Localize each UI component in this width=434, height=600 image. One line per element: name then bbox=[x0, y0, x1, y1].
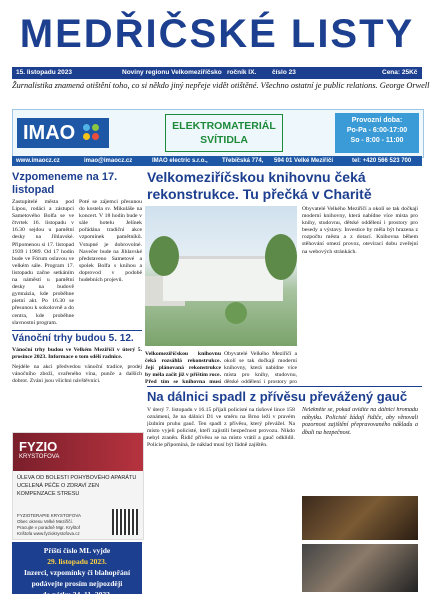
ad-email[interactable]: imao@imaocz.cz bbox=[84, 157, 133, 164]
police-photo-1 bbox=[302, 496, 418, 540]
sofa-sidebar: Nelekněte se, pokud uvidíte na dálnici hromadu nábytku. Policisté žádají řidiče, aby věnovali pozornost zajištění přepravovaného nákladu a dbali na bezpečnost. bbox=[302, 407, 418, 436]
imao-dots-icon bbox=[83, 124, 103, 142]
issue-bar bbox=[12, 67, 422, 79]
opening-hours bbox=[335, 113, 419, 153]
orwell-quote: Žurnalistika znamená otištění toho, co si někdo jiný nepřeje vidět otištěné. Všechno ostatní je public relations. George Orwell bbox=[12, 81, 430, 90]
ad-headline-1: ELEKTROMATERIÁL bbox=[172, 120, 276, 132]
fyzio-item: ÚLEVA OD BOLESTI POHYBOVÉHO APARÁTU bbox=[17, 475, 137, 481]
christmas-lead: Vánoční trhy budou ve Velkém Meziříčí v úterý 5. prosince 2023. Informace o tom sdělí radnice. bbox=[12, 347, 142, 361]
fyzio-header bbox=[13, 433, 143, 471]
main-headline-line-1: Velkomeziříčskou knihovnu čeká bbox=[147, 169, 366, 185]
imao-logo-text: IMAO bbox=[23, 122, 76, 144]
ad-address: Třebíčská 774, bbox=[222, 157, 264, 164]
hours-weekdays: Po-Pa - 6:00-17:00 bbox=[346, 127, 408, 134]
main-headline-line-2: rekonstrukce. Tu přečká v Charitě bbox=[147, 186, 372, 202]
main-headline bbox=[147, 169, 422, 203]
fyzio-title: FYZIO bbox=[19, 439, 58, 454]
notice-line-1: Příští číslo ML vyjde bbox=[43, 546, 111, 555]
main-body-col-1: Velkomeziříčskou knihovnu čeká rozsáhlá rekonstrukce. Její plánovaná rekonstrukce by měla začít již v příštím roce. Před tím se knihovna musí bbox=[145, 351, 221, 384]
ad-phone: tel: +420 566 523 700 bbox=[352, 157, 412, 164]
issue-subtitle: Noviny regionu Velkomeziříčsko bbox=[122, 69, 222, 76]
divider bbox=[147, 386, 422, 387]
notice-line-3: Inzerci, vzpomínky či blahopřání bbox=[23, 568, 131, 577]
hours-saturday: So - 8:00 - 11:00 bbox=[350, 137, 404, 144]
sofa-body: V úterý 7. listopadu v 16.15 přijali policisté na tísňové lince 158 oznámení, že na dálnici D1 ve směru na Brno leží v pravém jízdním pruhu gauč. Ten spadl z přívěsu, který převážel. Na místo vyjeli policisté, kteří zajistili bezpečnost provozu. Nikdo nebyl zraněn. Řidič přívěsu se na místo vrátil a gauč odklidil. Policie připomíná, že náklad musí být řádně zajištěn. bbox=[147, 407, 295, 449]
police-photo-2 bbox=[302, 544, 418, 592]
fyzio-list bbox=[17, 474, 136, 498]
divider bbox=[12, 330, 142, 331]
ad-web[interactable]: www.imaocz.cz bbox=[16, 157, 60, 164]
article-body-col-a: Zastupitelé města pod Lipou, rodáci a zástupci Sametového Bolfa se ve čtvrtek 16. listopadu v 16.30 sejdou u pamětní desky na Jihlavské. Připomenou si 17. listopad 1939 i 1989. Od 17 hodin bude ve Fórum oslavou ve velkém sále. Program 17. listopadu začne setkáním na náměstí u pamětní desky na budově gymnázia, kde proběhne pietní akt. Po 16.30 se přesunou k sokolovně a do centra, kde proběhne slavnostní program. bbox=[12, 199, 74, 326]
qr-code-icon[interactable] bbox=[112, 509, 138, 535]
library-render-image bbox=[145, 206, 297, 346]
issue-date: 15. listopadu 2023 bbox=[16, 69, 72, 76]
ad-headline-box bbox=[165, 114, 283, 152]
ad-headline-2: SVÍTIDLA bbox=[200, 134, 248, 146]
masthead bbox=[0, 0, 434, 66]
ad-company: IMAO electric s.r.o., bbox=[152, 157, 208, 164]
fyzio-item: UCELENÁ PÉČE O ZDRAVÍ ZEN bbox=[17, 483, 100, 489]
fyzio-footer: FYZIOTERAPIE KRYSTOFOVA Obec okresu Velké Meziříčí. Pracujte v poradně Mgr. Kryštof Krištofa www.fyziokrystofova.cz bbox=[17, 513, 81, 536]
article-headline-17-november: Vzpomeneme na 17. listopad bbox=[12, 171, 118, 196]
hours-title: Provozní doba: bbox=[351, 117, 403, 124]
main-body-right: Obyvatelé Velkého Meziříčí a okolí se tak dočkají moderní knihovny, která nabídne více místa pro knihy, studovnu, dětské oddělení i prostory pro besedy a výstavy. Investice by měla být hrazena z rozpočtu města a z dotací. Knihovna během stěhování omezí provoz, otevírací dobu zveřejní na webových stránkách. bbox=[302, 206, 418, 255]
article-body-col-b: Poté se zájemci přesunou do kostela sv. Mikuláše na koncert. V 18 hodin bude v sále hotelu Jelínek pořádána tradiční akce vzpomínek pamětníků. Vstupné je dobrovolné. Navečer bude na Jihlavské představeno Sametové a spolek Bolfa s knihou a doprovod v podobě hudebních projevů. bbox=[79, 199, 142, 284]
fyzio-subtitle: KRYSTOFOVA bbox=[19, 454, 60, 460]
issue-price: Cena: 25Kč bbox=[382, 69, 418, 76]
newspaper-title: MEDŘIČSKÉ LISTY bbox=[19, 12, 415, 56]
christmas-body: Nejdéle na akci předvedou vánoční tradice, prodej vánočního zboží, svařeného vína, punče a dalších dobrot. Zváni jsou všichni návštěvníci. bbox=[12, 364, 142, 385]
notice-line-4: podávejte prosím nejpozději bbox=[31, 579, 123, 588]
sofa-headline: Na dálnici spadl z přívěsu převážený gauč bbox=[147, 389, 408, 404]
notice-date: 29. listopadu 2023. bbox=[47, 557, 107, 566]
next-issue-notice bbox=[12, 542, 142, 599]
imao-logo bbox=[17, 118, 109, 148]
ad-contact-bar bbox=[12, 156, 422, 166]
article-headline-christmas-market: Vánoční trhy budou 5. 12. bbox=[12, 333, 134, 344]
fyzio-ad[interactable] bbox=[12, 432, 144, 540]
imao-ad[interactable] bbox=[12, 109, 424, 158]
notice-line-5: do pátku 24. 11. 2023. bbox=[42, 590, 112, 599]
issue-volume: ročník IX. bbox=[227, 69, 257, 76]
ad-city: 594 01 Velké Meziříčí bbox=[274, 157, 334, 164]
main-body-col-2: Obyvatelé Velkého Meziříčí a okolí se tak dočkají moderní knihovny, která nabídne více místa pro knihy, studovnu, dětské oddělení i prostory pro bbox=[224, 351, 297, 384]
fyzio-item: KOMPENZACE STRESU bbox=[17, 491, 80, 497]
issue-number: číslo 23 bbox=[272, 69, 296, 76]
